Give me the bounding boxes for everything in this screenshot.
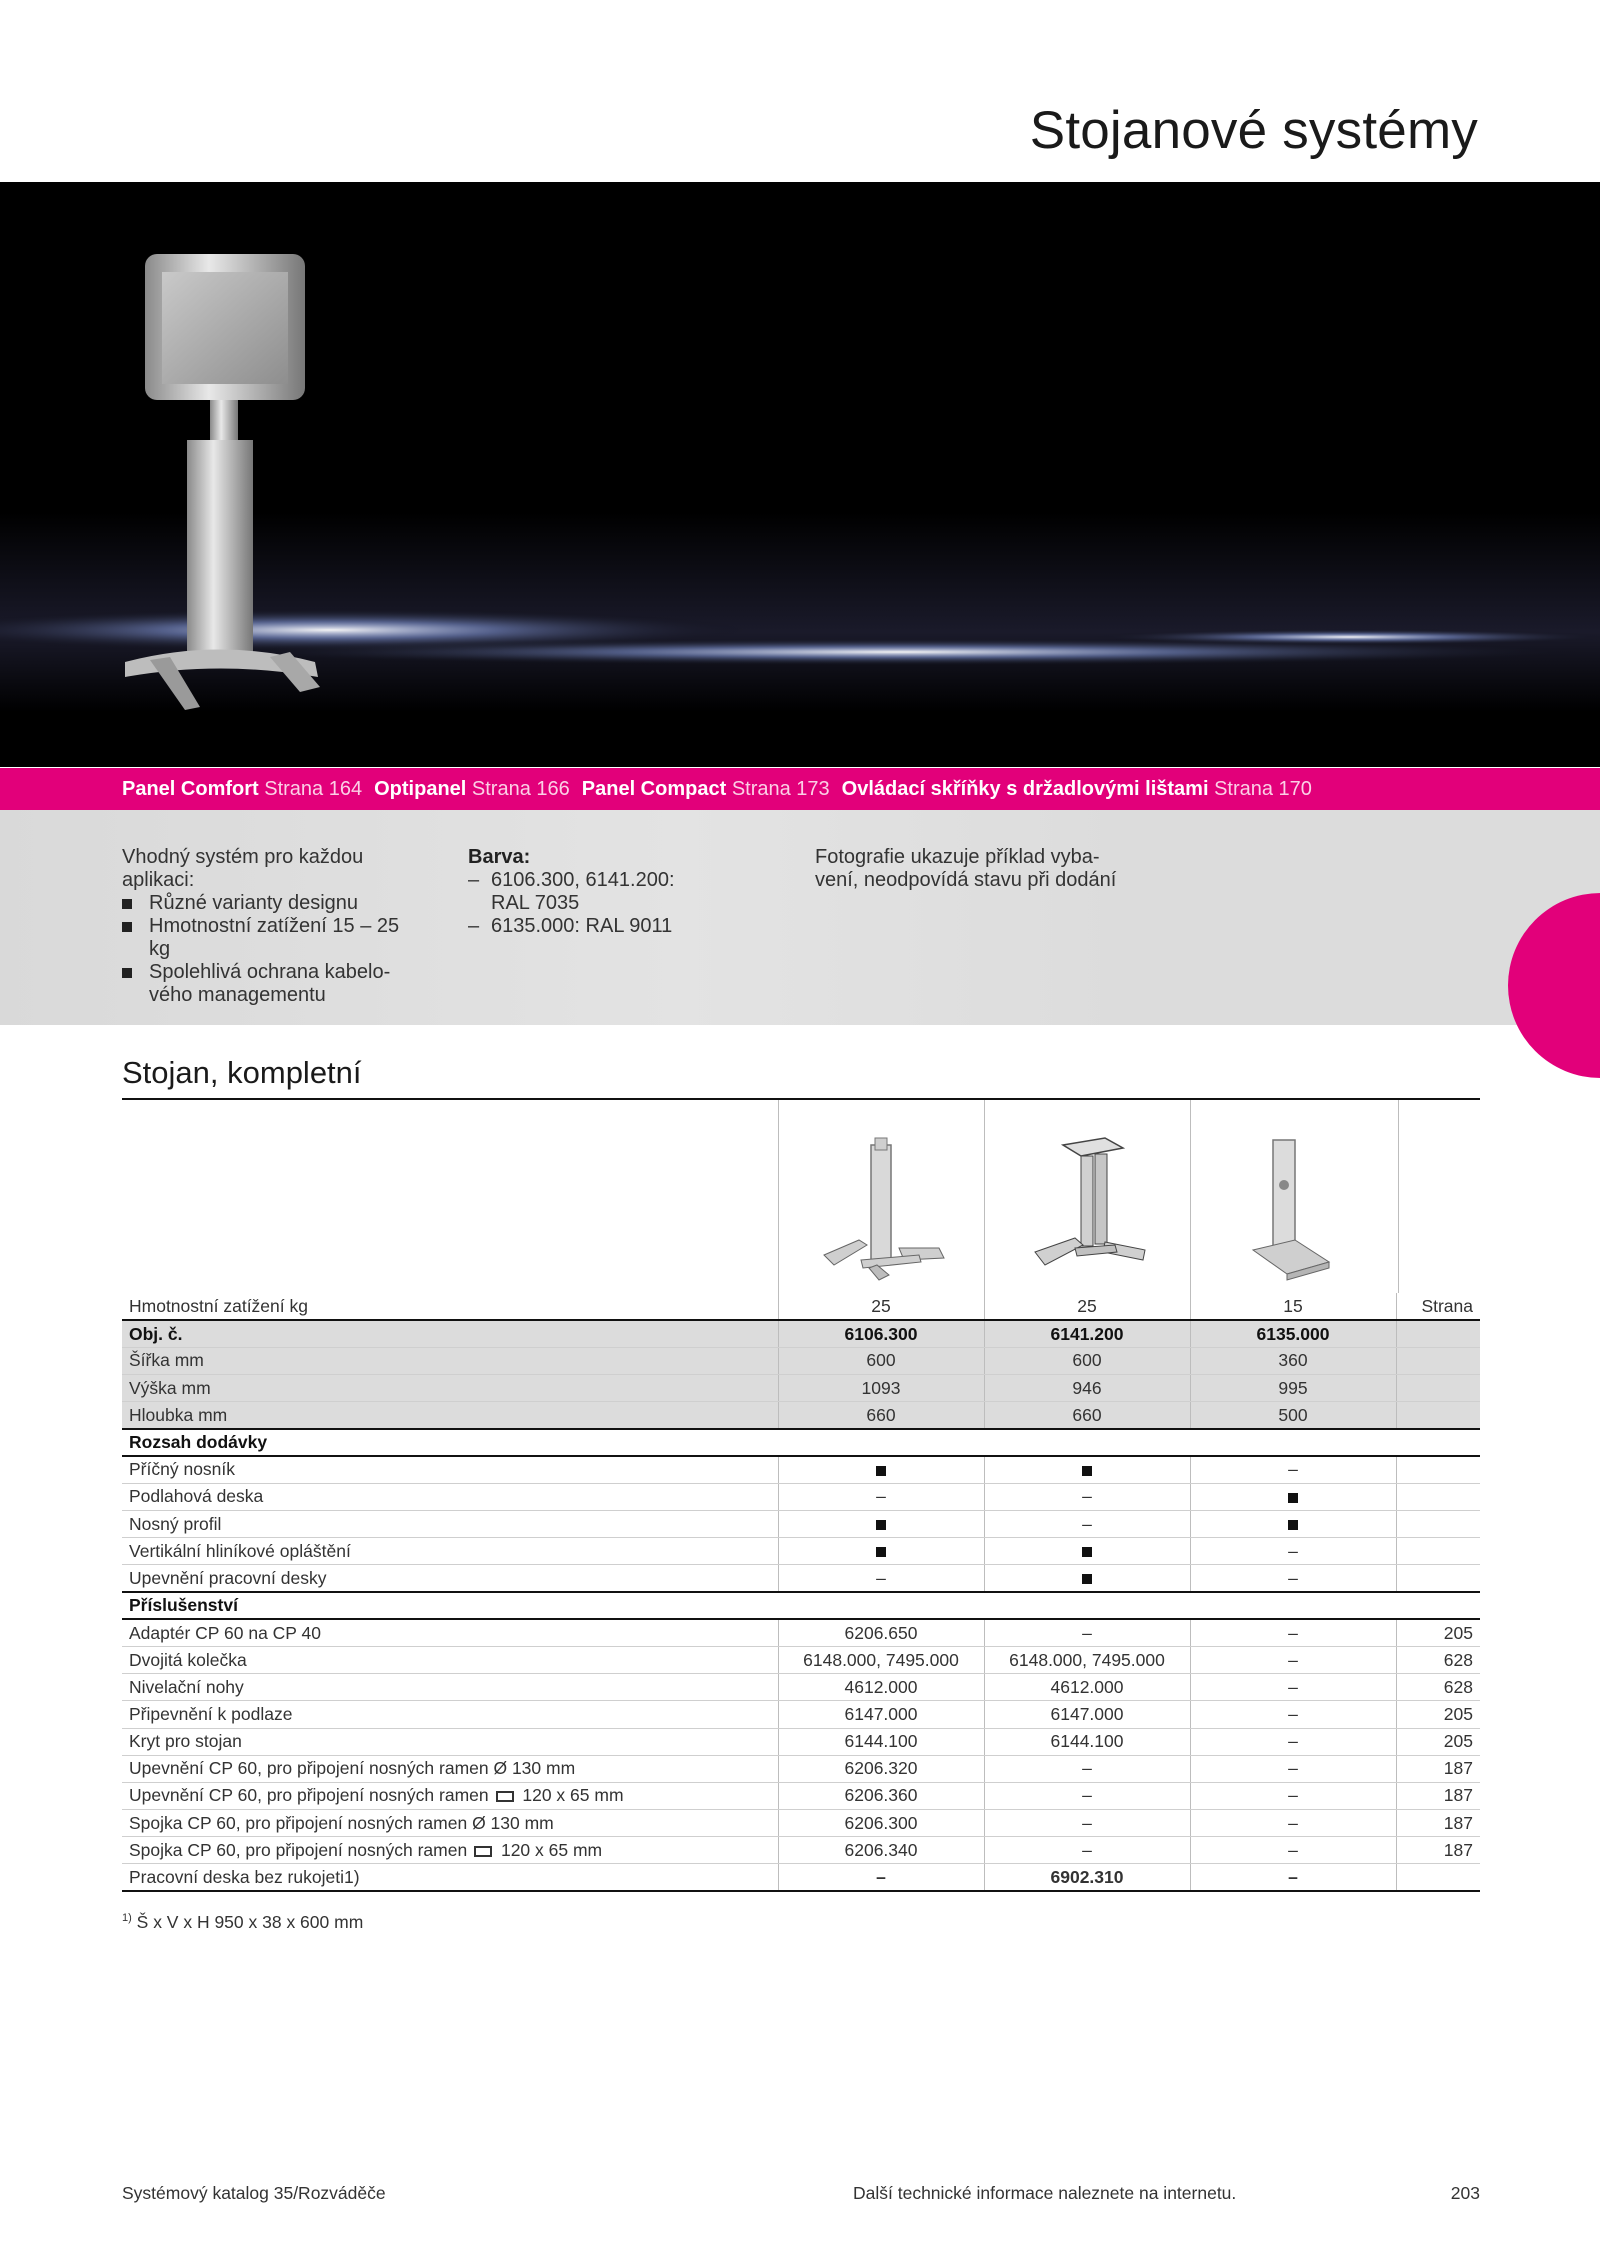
table-row: Hmotnostní zatížení kg 25 25 15 Strana bbox=[122, 1293, 1480, 1320]
order-number: 6135.000 bbox=[1190, 1320, 1396, 1347]
product-image-6106300 bbox=[778, 1100, 985, 1293]
features-column: Vhodný systém pro každou aplikaci: Různé varianty designu Hmotnostní zatížení 15 – 25 kg Spolehlivá ochrana kabelo- vého managementu bbox=[122, 846, 422, 1007]
feature-item: Různé varianty designu bbox=[122, 892, 422, 915]
info-box bbox=[0, 810, 1600, 1025]
table-section-header: Příslušenství bbox=[122, 1592, 1480, 1619]
product-image-6141200 bbox=[984, 1100, 1191, 1293]
table-row: Upevnění CP 60, pro připojení nosných ramen Ø 130 mm 6206.320 – – 187 bbox=[122, 1755, 1480, 1782]
included-mark-icon bbox=[1288, 1493, 1298, 1503]
footnote: $^{1)}$ Š x V x H 950 x 38 x 600 mm bbox=[122, 1912, 364, 1932]
table-row: Upevnění pracovní desky – – bbox=[122, 1565, 1480, 1592]
rectangle-profile-icon bbox=[496, 1791, 514, 1802]
included-mark-icon bbox=[1082, 1574, 1092, 1584]
table-row: Nosný profil – bbox=[122, 1511, 1480, 1538]
table-row: Dvojitá kolečka 6148.000, 7495.000 6148.000, 7495.000 – 628 bbox=[122, 1646, 1480, 1673]
included-mark-icon bbox=[876, 1520, 886, 1530]
table-row: Vertikální hliníkové opláštění – bbox=[122, 1538, 1480, 1565]
section-title: Stojan, kompletní bbox=[122, 1055, 362, 1090]
order-number: 6141.200 bbox=[984, 1320, 1190, 1347]
specification-table bbox=[122, 1293, 1480, 1892]
table-row: Výška mm 1093 946 995 bbox=[122, 1375, 1480, 1402]
table-row: Kryt pro stojan 6144.100 6144.100 – 205 bbox=[122, 1728, 1480, 1755]
color-heading: Barva: bbox=[468, 846, 531, 868]
related-products-bar bbox=[0, 768, 1600, 810]
product-image-6135000 bbox=[1190, 1100, 1399, 1293]
included-mark-icon bbox=[1288, 1520, 1298, 1530]
included-mark-icon bbox=[876, 1547, 886, 1557]
table-row: Upevnění CP 60, pro připojení nosných ramen 120 x 65 mm 6206.360 – – 187 bbox=[122, 1782, 1480, 1809]
table-section-header: Rozsah dodávky bbox=[122, 1429, 1480, 1456]
hero-photo bbox=[0, 182, 1600, 767]
table-row: Pracovní deska bez rukojeti1) – 6902.310 – bbox=[122, 1864, 1480, 1891]
product-images bbox=[778, 1100, 1397, 1293]
feature-item: Hmotnostní zatížení 15 – 25 kg bbox=[122, 915, 422, 961]
related-link-panel-comfort[interactable]: Panel Comfort Strana 164 bbox=[122, 777, 363, 800]
rectangle-profile-icon bbox=[474, 1846, 492, 1857]
color-item: – 6135.000: RAL 9011 bbox=[468, 915, 768, 938]
table-row: Příčný nosník – bbox=[122, 1456, 1480, 1483]
table-row: Šířka mm 600 600 360 bbox=[122, 1347, 1480, 1374]
photo-note: Fotografie ukazuje příklad vyba- vení, neodpovídá stavu při dodání bbox=[815, 846, 1117, 891]
included-mark-icon bbox=[1082, 1466, 1092, 1476]
table-row: Spojka CP 60, pro připojení nosných ramen Ø 130 mm 6206.300 – – 187 bbox=[122, 1810, 1480, 1837]
related-link-panel-compact[interactable]: Panel Compact Strana 173 bbox=[581, 777, 830, 800]
table-row: Podlahová deska – – bbox=[122, 1483, 1480, 1510]
table-row: Připevnění k podlaze 6147.000 6147.000 – 205 bbox=[122, 1701, 1480, 1728]
order-number: 6106.300 bbox=[778, 1320, 984, 1347]
color-column bbox=[468, 846, 768, 938]
table-row: Spojka CP 60, pro připojení nosných ramen 120 x 65 mm 6206.340 – – 187 bbox=[122, 1837, 1480, 1864]
related-link-control-boxes[interactable]: Ovládací skříňky s držadlovými lištami Strana 170 bbox=[841, 777, 1312, 800]
table-row: Adaptér CP 60 na CP 40 6206.650 – – 205 bbox=[122, 1619, 1480, 1646]
feature-item: Spolehlivá ochrana kabelo- vého managementu bbox=[122, 961, 422, 1007]
table-row: Hloubka mm 660 660 500 bbox=[122, 1402, 1480, 1429]
table-row-order-number: Obj. č. 6106.300 6141.200 6135.000 bbox=[122, 1320, 1480, 1347]
page-title: Stojanové systémy bbox=[1029, 101, 1478, 160]
page-number: 203 bbox=[1450, 2183, 1480, 2203]
color-item: – 6106.300, 6141.200: RAL 7035 bbox=[468, 869, 768, 915]
included-mark-icon bbox=[1082, 1547, 1092, 1557]
footer-info: Další technické informace naleznete na internetu. bbox=[853, 2183, 1237, 2203]
table-row: Nivelační nohy 4612.000 4612.000 – 628 bbox=[122, 1674, 1480, 1701]
related-link-optipanel[interactable]: Optipanel Strana 166 bbox=[374, 777, 570, 800]
included-mark-icon bbox=[876, 1466, 886, 1476]
footer-catalog: Systémový katalog 35/Rozváděče bbox=[122, 2183, 386, 2203]
